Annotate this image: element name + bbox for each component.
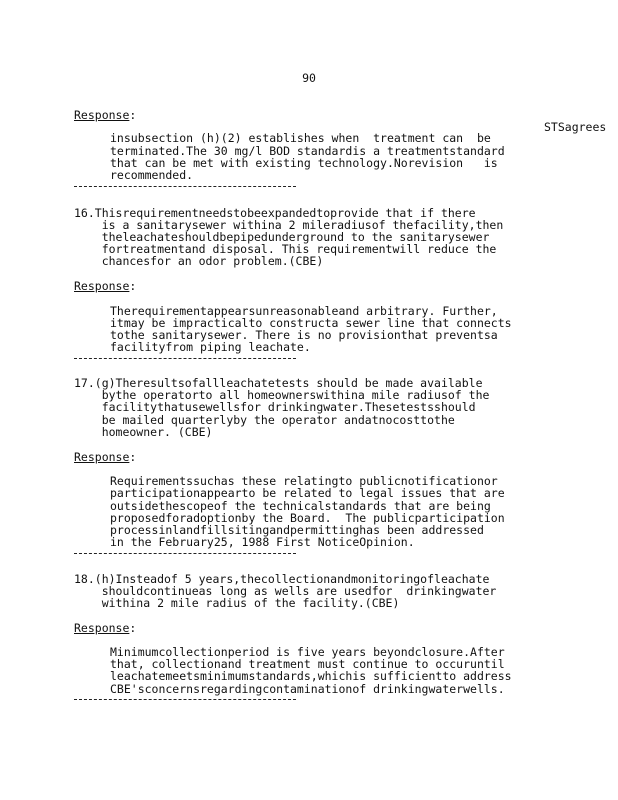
response-line: participationappearto be related to legal issues that are xyxy=(110,486,505,500)
section-divider xyxy=(74,358,296,359)
item-line: facilitythatusewellsfor drinkingwater.Thesetestsshould xyxy=(74,400,476,414)
response-colon: : xyxy=(129,279,137,293)
response-line: processinlandfillsitingandpermittinghas been addressed xyxy=(110,523,484,537)
response-line: insubsection (h)(2) establishes when treatment can be xyxy=(110,131,491,145)
response-line: Minimumcollectionperiod is five years beyondclosure.After xyxy=(110,645,505,659)
section-divider xyxy=(74,699,296,700)
response-heading xyxy=(74,280,136,292)
item-line: homeowner. (CBE) xyxy=(74,425,213,439)
response-line: terminated.The 30 mg/l BOD standardis a treatmentstandard xyxy=(110,144,505,158)
response-line: itmay be impracticalto constructa sewer line that connects xyxy=(110,316,512,330)
item-line: be mailed quarterlyby the operator andatnocosttothe xyxy=(74,413,455,427)
response-line: Requirementssuchas these relatingto publicnotificationor xyxy=(110,474,498,488)
response-colon: : xyxy=(129,108,137,122)
response-line: in the February25, 1988 First NoticeOpinion. xyxy=(110,535,415,549)
item-line: chancesfor an odor problem.(CBE) xyxy=(74,254,324,268)
item-line: fortreatmentand disposal. This requirementwill reduce the xyxy=(74,242,497,256)
response-line: leachatemeetsminimumstandards,whichis sufficientto address xyxy=(110,669,512,683)
section-divider xyxy=(74,553,296,554)
response-label: Response xyxy=(74,450,130,464)
response-label: Response xyxy=(74,108,130,122)
response-label: Response xyxy=(74,621,130,635)
response-line: proposedforadoptionby the Board. The publicparticipation xyxy=(110,511,505,525)
response-line: outsidethescopeof the technicalstandards that are being xyxy=(110,499,491,513)
response-heading xyxy=(74,451,136,463)
response-line: that, collectionand treatment must continue to occuruntil xyxy=(110,657,505,671)
response-line: that can be met with existing technology.Norevision is xyxy=(110,156,498,170)
item-line: shouldcontinueas long as wells are usedfor drinkingwater xyxy=(74,584,497,598)
response-line: facilityfrom piping leachate. xyxy=(110,340,311,354)
response-line: Therequirementappearsunreasonableand arbitrary. Further, xyxy=(110,304,498,318)
item-line: bythe operatorto all homeownerswithina mile radiusof the xyxy=(74,388,490,402)
item-line: 18.(h)Insteadof 5 years,thecollectionandmonitoringofleachate xyxy=(74,572,490,586)
response-line: recommended. xyxy=(110,168,194,182)
response-line: CBE'sconcernsregardingcontaminationof drinkingwaterwells. xyxy=(110,682,505,696)
section-divider xyxy=(74,186,296,187)
item-line: 17.(g)Theresultsofallleachatetests should be made available xyxy=(74,376,483,390)
response-heading xyxy=(74,622,136,634)
item-line: withina 2 mile radius of the facility.(CBE) xyxy=(74,596,400,610)
page-number: 90 xyxy=(302,71,316,85)
response-heading xyxy=(74,109,136,121)
item-line: is a sanitarysewer withina 2 mileradiusof thefacility,then xyxy=(74,218,504,232)
response-colon: : xyxy=(129,450,137,464)
sts-agrees-text: STSagrees xyxy=(544,120,607,134)
response-label: Response xyxy=(74,279,130,293)
item-line: 16.Thisrequirementneedstobeexpandedtoprovide that if there xyxy=(74,206,476,220)
response-line: tothe sanitarysewer. There is no provisionthat preventsa xyxy=(110,328,498,342)
response-colon: : xyxy=(129,621,137,635)
item-line: theleachateshouldbepipedunderground to the sanitarysewer xyxy=(74,230,490,244)
